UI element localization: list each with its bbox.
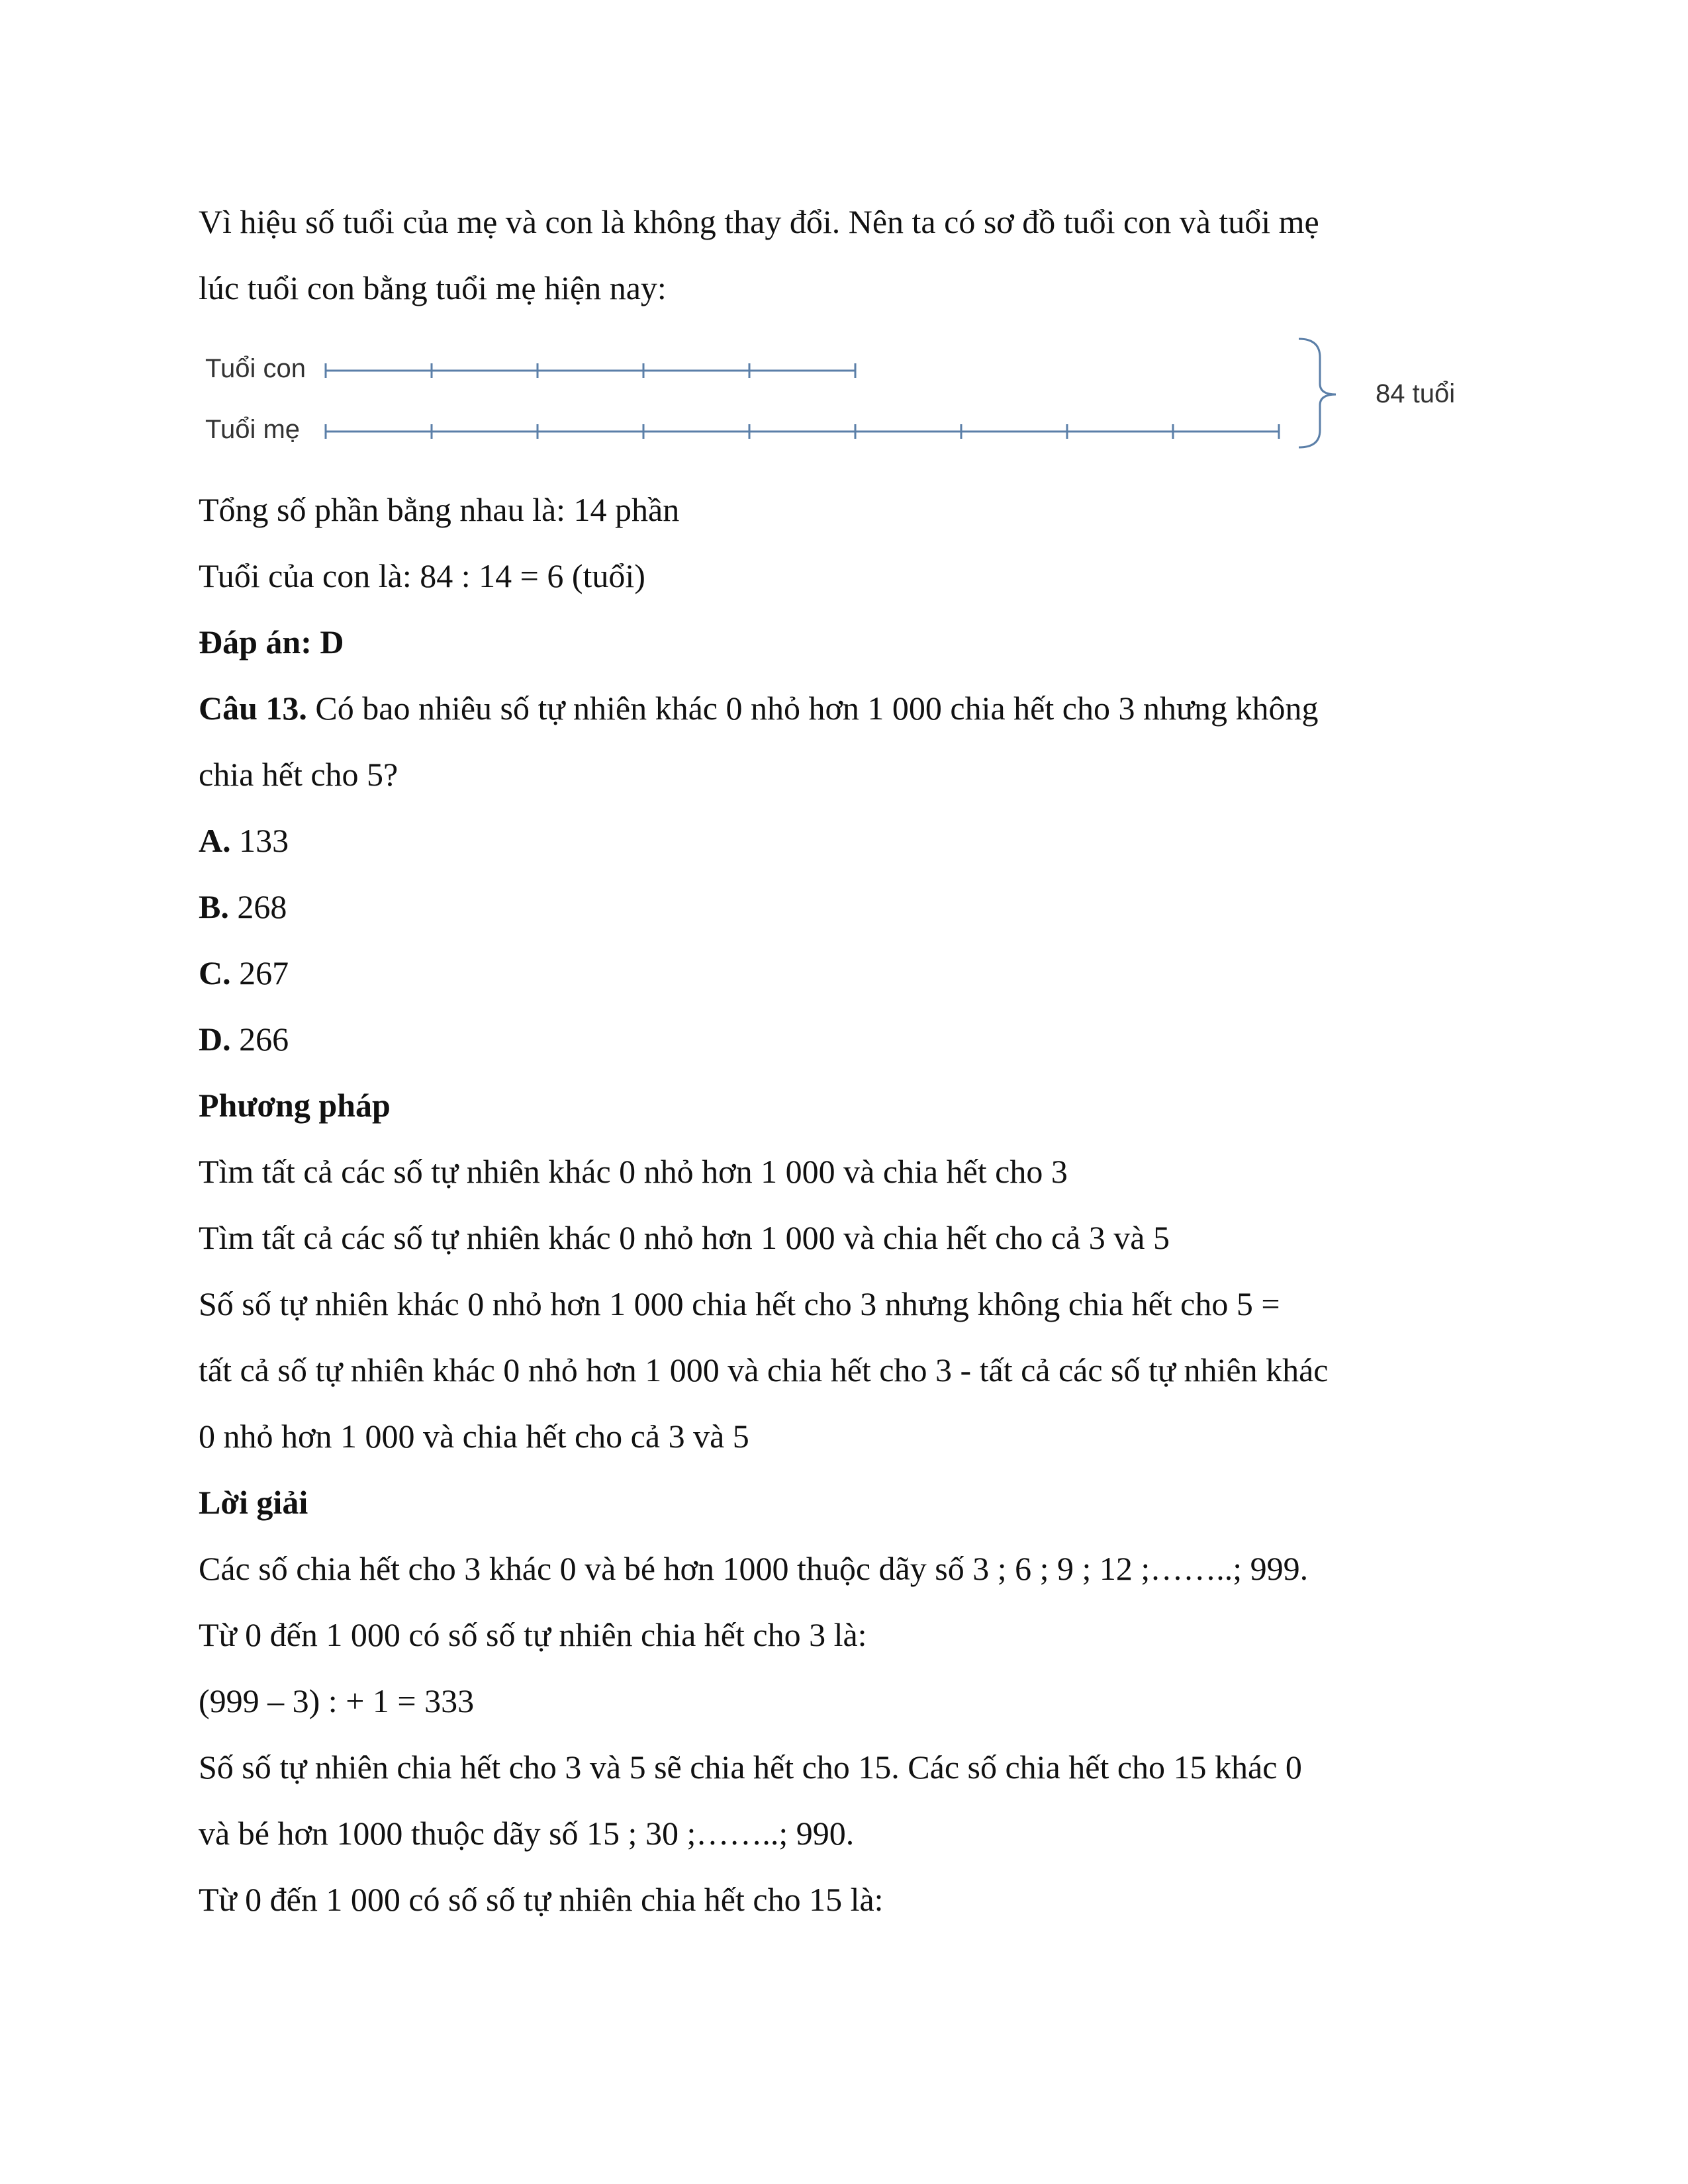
option-d	[199, 1019, 289, 1059]
solution-line: Từ 0 đến 1 000 có số số tự nhiên chia hết cho 15 là:	[199, 1881, 884, 1918]
mother-row-label: Tuổi mẹ	[205, 415, 301, 444]
total-brace	[1299, 339, 1336, 447]
solution-line: Số số tự nhiên chia hết cho 3 và 5 sẽ chia hết cho 15. Các số chia hết cho 15 khác 0	[199, 1749, 1302, 1786]
option-key: C.	[199, 954, 231, 991]
age-diagram	[199, 331, 1489, 477]
method-line: 0 nhỏ hơn 1 000 và chia hết cho cả 3 và 5	[199, 1418, 749, 1455]
son-row-label: Tuổi con	[205, 354, 306, 383]
total-label: 84 tuổi	[1376, 379, 1456, 408]
solution-line: (999 – 3) : + 1 = 333	[199, 1682, 475, 1719]
solution-heading: Lời giải	[199, 1484, 308, 1521]
solution-line: và bé hơn 1000 thuộc dãy số 15 ; 30 ;……..; 990.	[199, 1815, 855, 1852]
question-number: Câu 13.	[199, 690, 307, 727]
solution-line: Các số chia hết cho 3 khác 0 và bé hơn 1000 thuộc dãy số 3 ; 6 ; 9 ; 12 ;……..; 999.	[199, 1550, 1309, 1587]
option-value: 266	[230, 1021, 289, 1058]
total-parts-line: Tổng số phần bằng nhau là: 14 phần	[199, 491, 680, 528]
option-value: 133	[230, 822, 289, 859]
question-line-2: chia hết cho 5?	[199, 756, 399, 793]
method-heading: Phương pháp	[199, 1087, 391, 1124]
intro-line-2: lúc tuổi con bằng tuổi mẹ hiện nay:	[199, 269, 667, 306]
option-a	[199, 821, 289, 860]
question-text-1: Có bao nhiêu số tự nhiên khác 0 nhỏ hơn 1 000 chia hết cho 3 nhưng không	[306, 690, 1319, 727]
option-c	[199, 953, 289, 993]
method-line: tất cả số tự nhiên khác 0 nhỏ hơn 1 000 và chia hết cho 3 - tất cả các số tự nhiên khác	[199, 1351, 1329, 1388]
mother-age-bar	[326, 424, 1279, 439]
option-value: 267	[230, 954, 289, 991]
answer-line: Đáp án: D	[199, 623, 344, 660]
method-line: Tìm tất cả các số tự nhiên khác 0 nhỏ hơn 1 000 và chia hết cho 3	[199, 1153, 1068, 1190]
option-key: D.	[199, 1021, 231, 1058]
intro-line-1: Vì hiệu số tuổi của mẹ và con là không thay đổi. Nên ta có sơ đồ tuổi con và tuổi mẹ	[199, 203, 1319, 240]
son-age-bar	[326, 363, 855, 378]
method-line: Tìm tất cả các số tự nhiên khác 0 nhỏ hơn 1 000 và chia hết cho cả 3 và 5	[199, 1219, 1170, 1256]
solution-line: Từ 0 đến 1 000 có số số tự nhiên chia hết cho 3 là:	[199, 1616, 867, 1653]
method-line: Số số tự nhiên khác 0 nhỏ hơn 1 000 chia hết cho 3 nhưng không chia hết cho 5 =	[199, 1285, 1280, 1322]
option-key: A.	[199, 822, 231, 859]
option-key: B.	[199, 888, 229, 925]
option-value: 268	[228, 888, 287, 925]
son-age-line: Tuổi của con là: 84 : 14 = 6 (tuổi)	[199, 557, 645, 594]
question-line-1	[199, 688, 1319, 728]
option-b	[199, 887, 287, 927]
